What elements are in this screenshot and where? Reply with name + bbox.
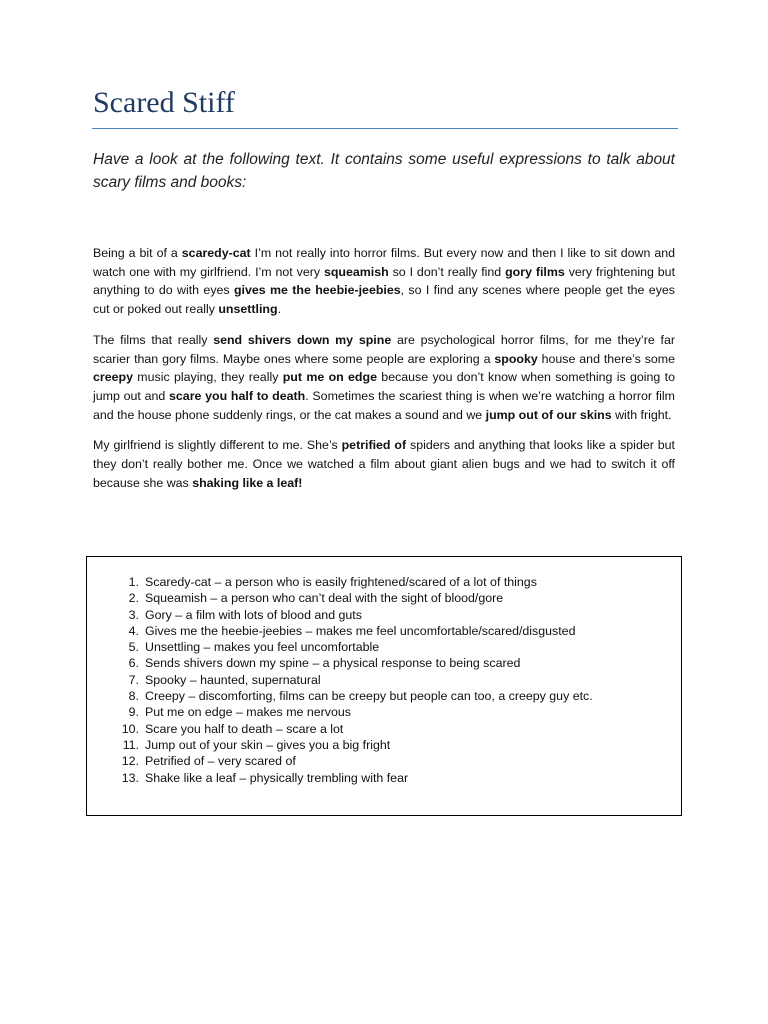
- title-divider: [92, 128, 678, 129]
- glossary-item-text: Gives me the heebie-jeebies – makes me feel uncomfortable/scared/disgusted: [145, 623, 576, 638]
- glossary-item-number: 3.: [128, 607, 139, 622]
- glossary-item: [117, 688, 593, 704]
- text-run: My girlfriend is slightly different to me. She’s: [93, 438, 342, 453]
- key-expression: gives me the heebie-jeebies: [233, 283, 401, 298]
- glossary-item-text: Scare you half to death – scare a lot: [145, 721, 344, 736]
- key-expression: scare you half to death: [169, 388, 306, 403]
- text-run: music playing, they really: [132, 370, 283, 385]
- body-text: [93, 244, 675, 504]
- glossary-item: [117, 607, 593, 623]
- text-run: Being a bit of a: [93, 246, 182, 260]
- glossary-item-text: Petrified of – very scared of: [145, 754, 296, 769]
- glossary-item: [117, 753, 593, 769]
- glossary-item: [117, 655, 593, 671]
- glossary-item-number: 4.: [128, 623, 139, 638]
- body-paragraph: [93, 331, 675, 425]
- glossary-item-text: Put me on edge – makes me nervous: [145, 705, 351, 720]
- intro-text: Have a look at the following text. It contains some useful expressions to talk about scary films and books:: [93, 151, 675, 191]
- text-run: because you don’t know when something is going to jump out and: [93, 370, 675, 403]
- glossary-box: [86, 556, 682, 816]
- key-expression: unsettling: [218, 302, 278, 317]
- text-run: so I don’t really find: [388, 264, 506, 279]
- text-run: very frightening but anything to do with eyes: [93, 264, 676, 298]
- text-run: with fright.: [611, 407, 672, 422]
- glossary-item: [117, 590, 593, 606]
- glossary-item: [117, 639, 593, 655]
- glossary-item-number: 7.: [128, 672, 139, 687]
- glossary-item: [117, 770, 593, 786]
- glossary-item-text: Creepy – discomforting, films can be creepy but people can too, a creepy guy etc.: [145, 689, 593, 704]
- key-expression: creepy: [93, 370, 133, 385]
- glossary-item-number: 13.: [121, 770, 139, 785]
- glossary-item-text: Scaredy-cat – a person who is easily frightened/scared of a lot of things: [145, 575, 537, 589]
- glossary-item-number: 8.: [128, 689, 139, 704]
- glossary-item-text: Jump out of your skin – gives you a big fright: [145, 737, 391, 752]
- body-paragraph: [93, 244, 675, 319]
- glossary-item-number: 1.: [128, 575, 139, 589]
- glossary-item: [117, 672, 593, 688]
- glossary-item-number: 12.: [121, 754, 139, 769]
- text-run: spiders and anything that looks like a spider but they don’t really bother me. Once we watched a film about giant alien bugs and we had to switch it off because she was: [93, 438, 676, 490]
- glossary-item-number: 5.: [128, 640, 139, 655]
- glossary-item-text: Sends shivers down my spine – a physical response to being scared: [145, 656, 521, 671]
- glossary-item-number: 6.: [128, 656, 139, 671]
- text-run: . Sometimes the scariest thing is when we’re watching a horror film and the house phone suddenly rings, or the cat makes a sound and we: [93, 388, 675, 422]
- glossary-item-number: 9.: [128, 705, 139, 720]
- key-expression: jump out of our skins: [485, 407, 612, 422]
- glossary-item-text: Spooky – haunted, supernatural: [145, 672, 321, 687]
- page-title: Scared Stiff: [93, 86, 235, 119]
- text-run: , so I find any scenes where people get the eyes cut or poked out really: [93, 283, 675, 317]
- text-run: I’m not really into horror films. But every now and then I like to sit down and watch one with my girlfriend. I’m not very: [93, 246, 676, 279]
- glossary-item-number: 10.: [121, 721, 139, 736]
- glossary-list: [117, 574, 593, 786]
- glossary-item: [117, 623, 593, 639]
- key-expression: gory films: [505, 264, 565, 279]
- glossary-item: [117, 574, 593, 590]
- glossary-item-text: Gory – a film with lots of blood and guts: [145, 607, 362, 622]
- text-run: The films that really: [93, 332, 214, 347]
- key-expression: scaredy-cat: [181, 246, 251, 260]
- text-run: .: [277, 302, 282, 317]
- text-run: are psychological horror films, for me they’re far scarier than gory films. Maybe ones where some people are exploring a: [93, 332, 675, 366]
- key-expression: squeamish: [323, 264, 389, 279]
- glossary-item: [117, 721, 593, 737]
- glossary-item-text: Squeamish – a person who can’t deal with the sight of blood/gore: [145, 591, 504, 606]
- key-expression: shaking like a leaf!: [192, 475, 303, 490]
- key-expression: put me on edge: [282, 370, 377, 385]
- text-run: house and there’s some: [537, 351, 675, 366]
- glossary-item-number: 11.: [122, 737, 139, 752]
- glossary-item-text: Shake like a leaf – physically trembling with fear: [145, 770, 409, 785]
- glossary-item: [117, 737, 593, 753]
- body-paragraph: [93, 436, 675, 492]
- glossary-item: [117, 704, 593, 720]
- glossary-item-text: Unsettling – makes you feel uncomfortable: [145, 640, 380, 655]
- glossary-item-number: 2.: [128, 591, 139, 606]
- key-expression: petrified of: [341, 438, 407, 453]
- key-expression: spooky: [494, 351, 538, 366]
- key-expression: send shivers down my spine: [213, 332, 392, 347]
